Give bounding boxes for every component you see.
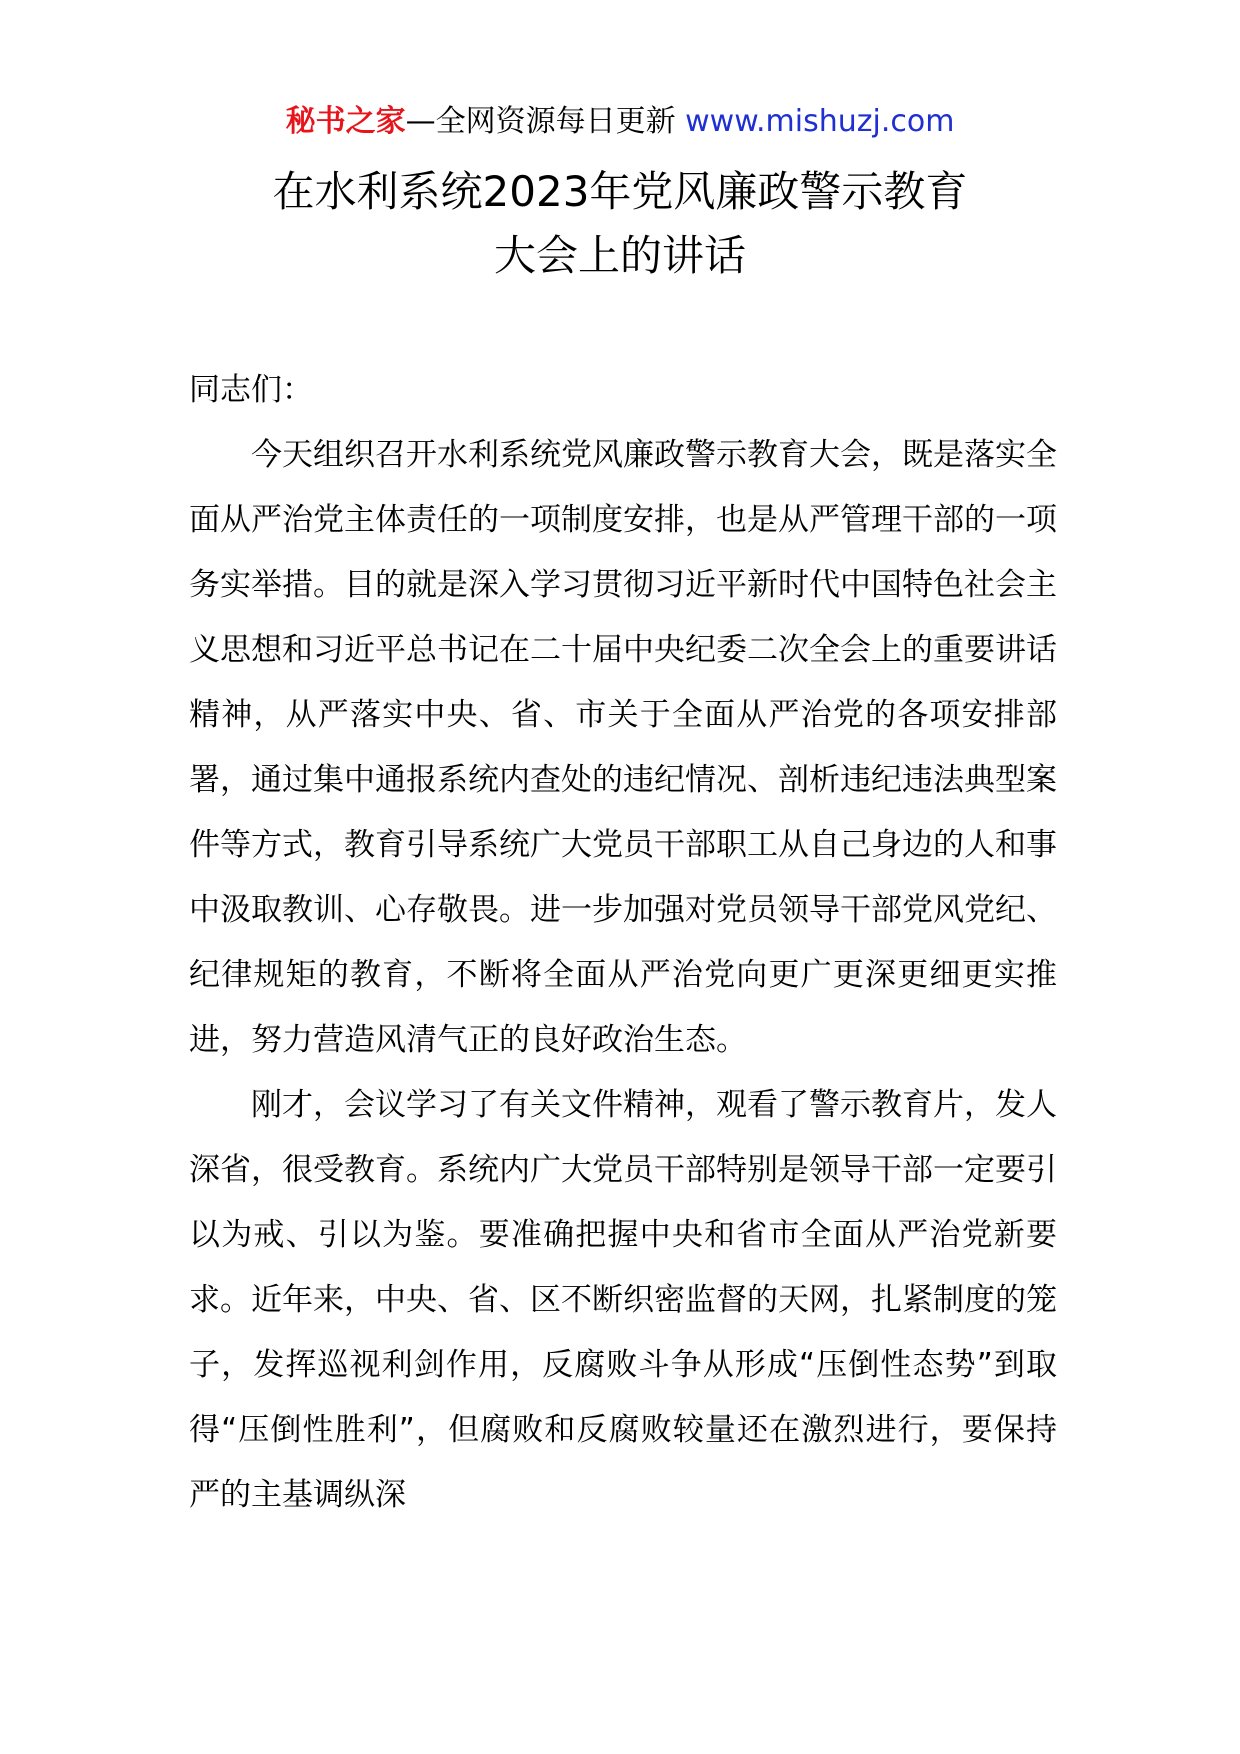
title-line-2: 大会上的讲话 — [493, 231, 746, 280]
salutation: 同志们： — [189, 372, 313, 408]
header-tagline: —全网资源每日更新 — [405, 104, 686, 139]
site-url[interactable]: www.mishuzj.com — [685, 104, 955, 139]
paragraph-1: 今天组织召开水利系统党风廉政警示教育大会，既是落实全面从严治党主体责任的一项制度安排，也是从严管理干部的一项务实举措。目的就是深入学习贯彻习近平新时代中国特色社会主义思想和习近平总书记在二十届中央纪委二次全会上的重要讲话精神，从严落实中央、省、市关于全面从严治党的各项安排部署，通过集中通报系统内查处的违纪情况、剖析违纪违法典型案件等方式，教育引导系统广大党员干部职工从自己身边的人和事中汲取教训、心存敬畏。进一步加强对党员领导干部党风党纪、纪律规矩的教育，不断将全面从严治党向更广更深更细更实推进，努力营造风清气正的良好政治生态。 — [189, 437, 1057, 1058]
brand-name: 秘书之家 — [285, 104, 406, 139]
paragraph-2: 刚才，会议学习了有关文件精神，观看了警示教育片，发人深省，很受教育。系统内广大党员干部特别是领导干部一定要引以为戒、引以为鉴。要准确把握中央和省市全面从严治党新要求。近年来，中央、省、区不断织密监督的天网，扎紧制度的笼子，发挥巡视利剑作用，反腐败斗争从形成“压倒性态势”到取得“压倒性胜利”，但腐败和反腐败较量还在激烈进行，要保持严的主基调纵深 — [189, 1087, 1057, 1513]
title-line-1: 在水利系统2023年党风廉政警示教育 — [272, 167, 968, 216]
document-title — [0, 160, 1240, 288]
document-body — [189, 358, 1057, 1528]
site-header — [0, 100, 1240, 144]
